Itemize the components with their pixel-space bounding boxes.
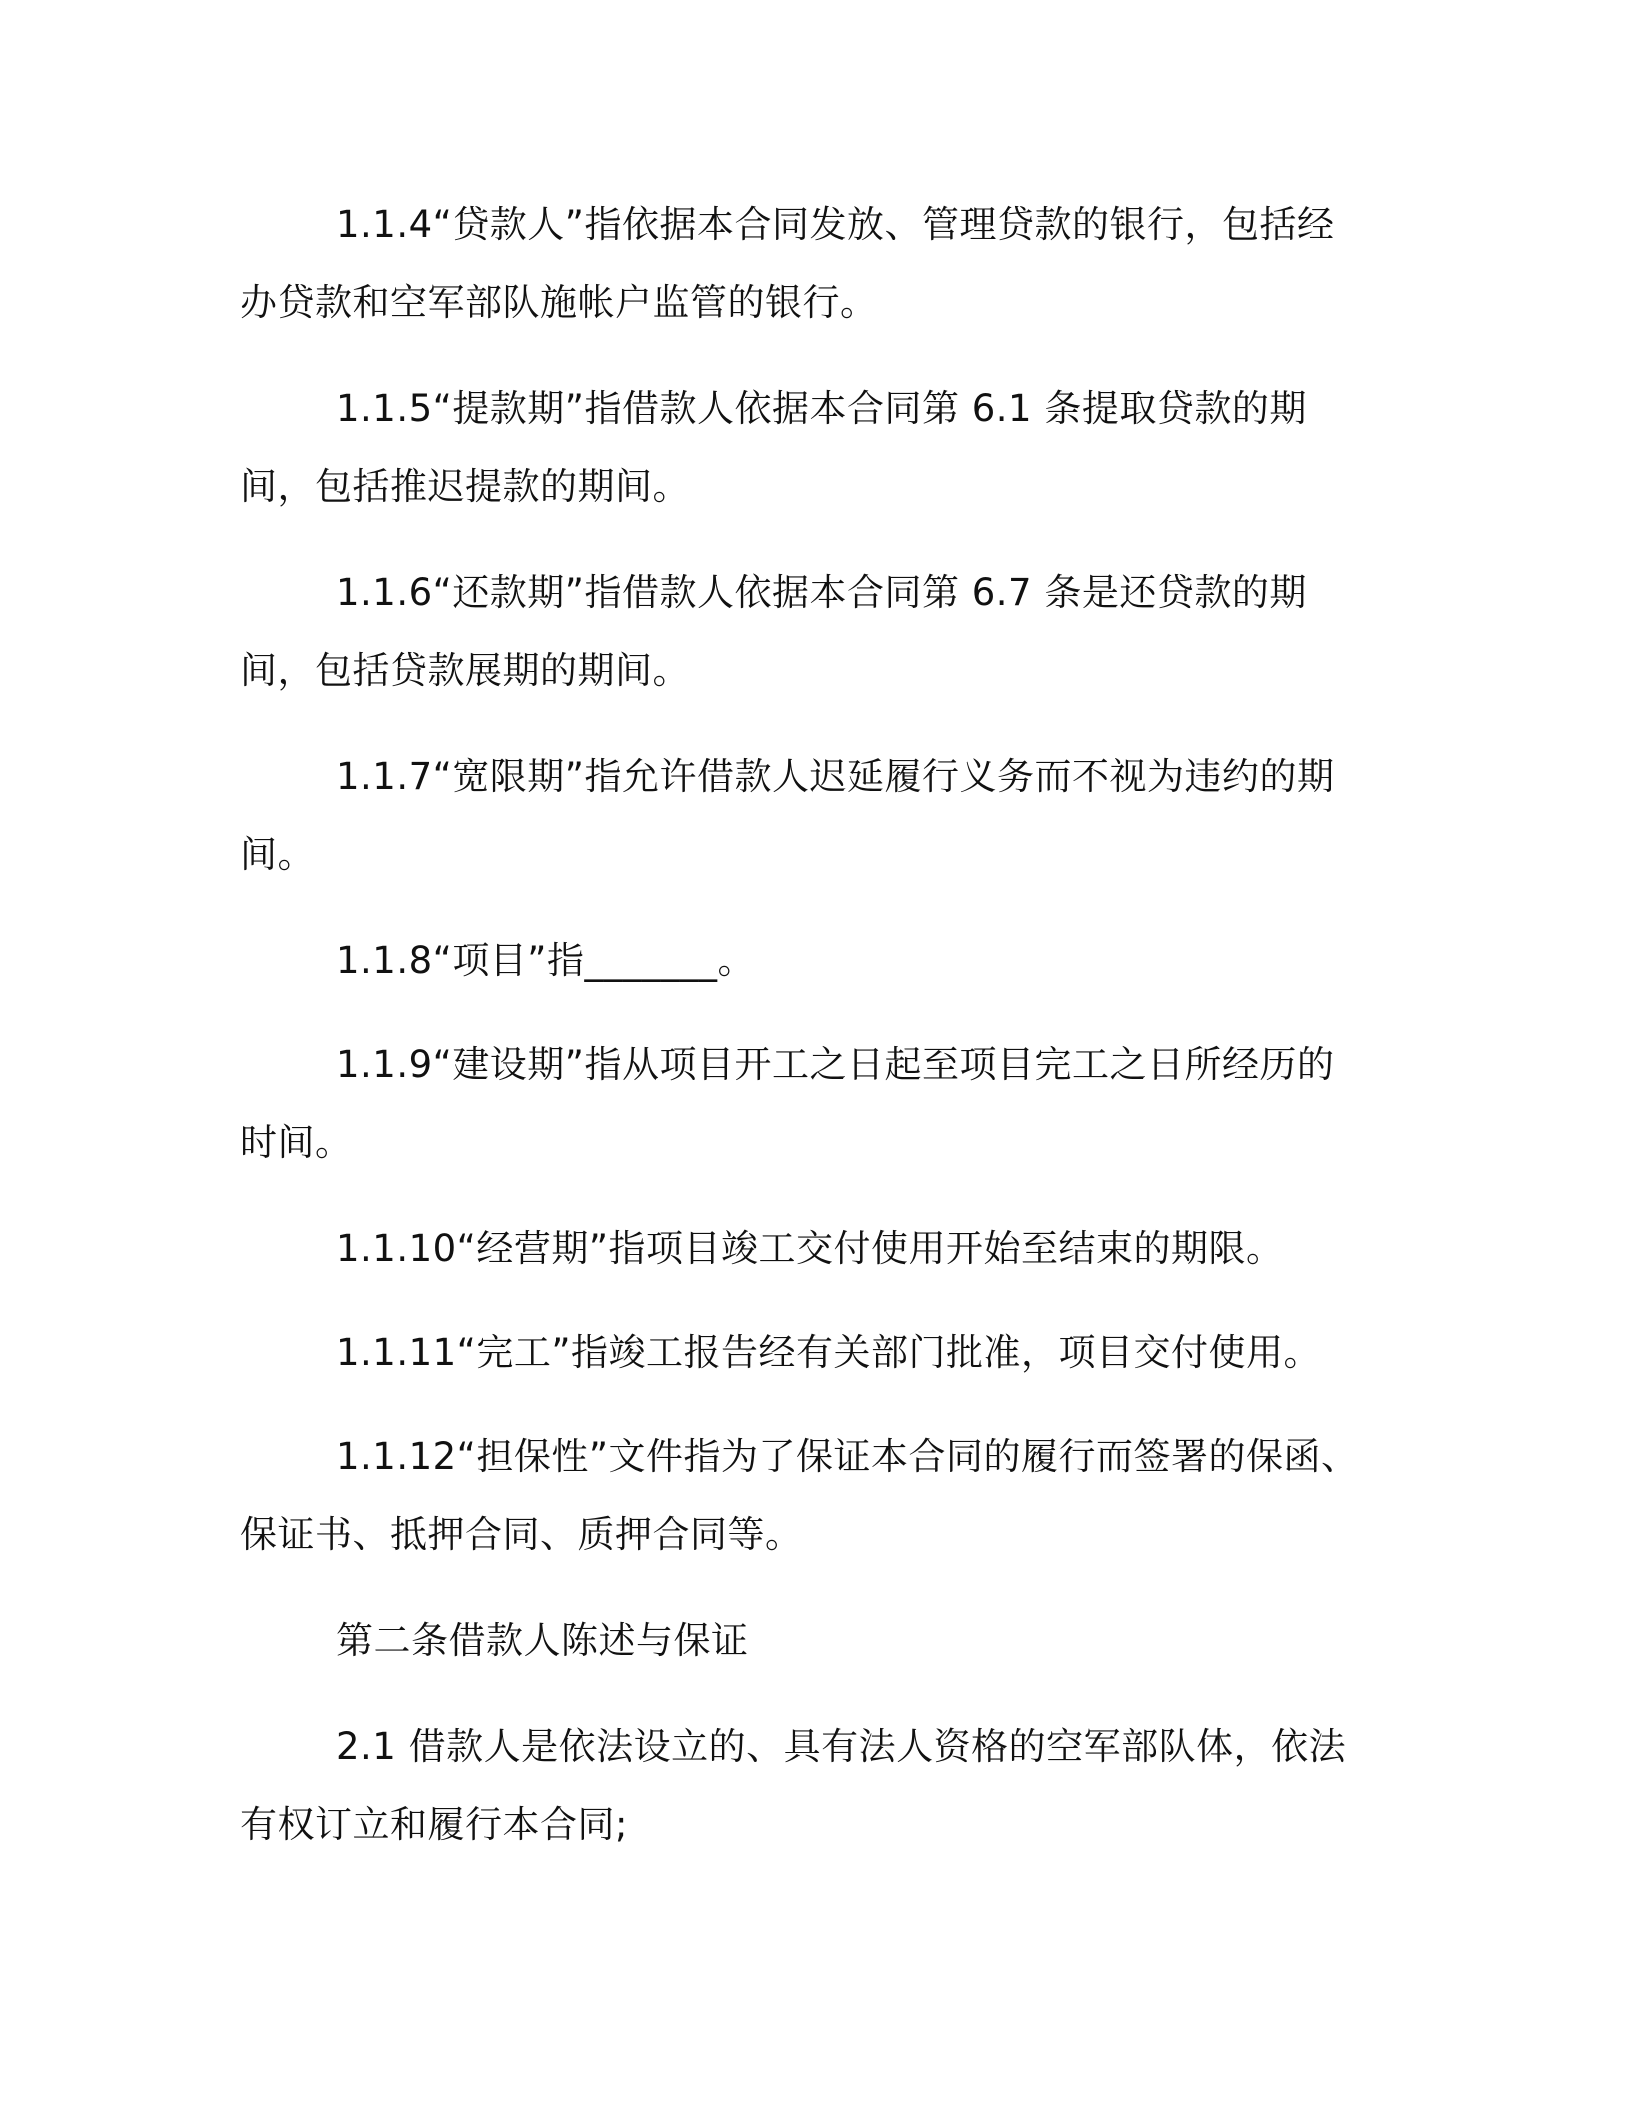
document-body	[240, 186, 1370, 1892]
clause-1-1-7: 1.1.7“宽限期”指允许借款人迟延履行义务而不视为违约的期间。	[240, 755, 1335, 876]
clause-1-1-9: 1.1.9“建设期”指从项目开工之日起至项目完工之日所经历的时间。	[240, 1043, 1335, 1164]
clause-1-1-11: 1.1.11“完工”指竣工报告经有关部门批准，项目交付使用。	[336, 1331, 1322, 1374]
clause-1-1-8: 1.1.8“项目”指_______。	[336, 939, 755, 982]
clause-1-1-5: 1.1.5“提款期”指借款人依据本合同第 6.1 条提取贷款的期间，包括推迟提款的期间。	[240, 387, 1307, 508]
clause-1-1-4: 1.1.4“贷款人”指依据本合同发放、管理贷款的银行，包括经办贷款和空军部队施帐户监管的银行。	[240, 203, 1335, 324]
clause-1-1-10: 1.1.10“经营期”指项目竣工交付使用开始至结束的期限。	[336, 1227, 1284, 1270]
section-heading-article-2: 第二条借款人陈述与保证	[336, 1619, 749, 1662]
clause-2-1: 2.1 借款人是依法设立的、具有法人资格的空军部队体，依法有权订立和履行本合同;	[240, 1725, 1347, 1846]
clause-1-1-6: 1.1.6“还款期”指借款人依据本合同第 6.7 条是还贷款的期间，包括贷款展期的期间。	[240, 571, 1307, 692]
clause-1-1-12: 1.1.12“担保性”文件指为了保证本合同的履行而签署的保函、保证书、抵押合同、质押合同等。	[240, 1435, 1359, 1556]
